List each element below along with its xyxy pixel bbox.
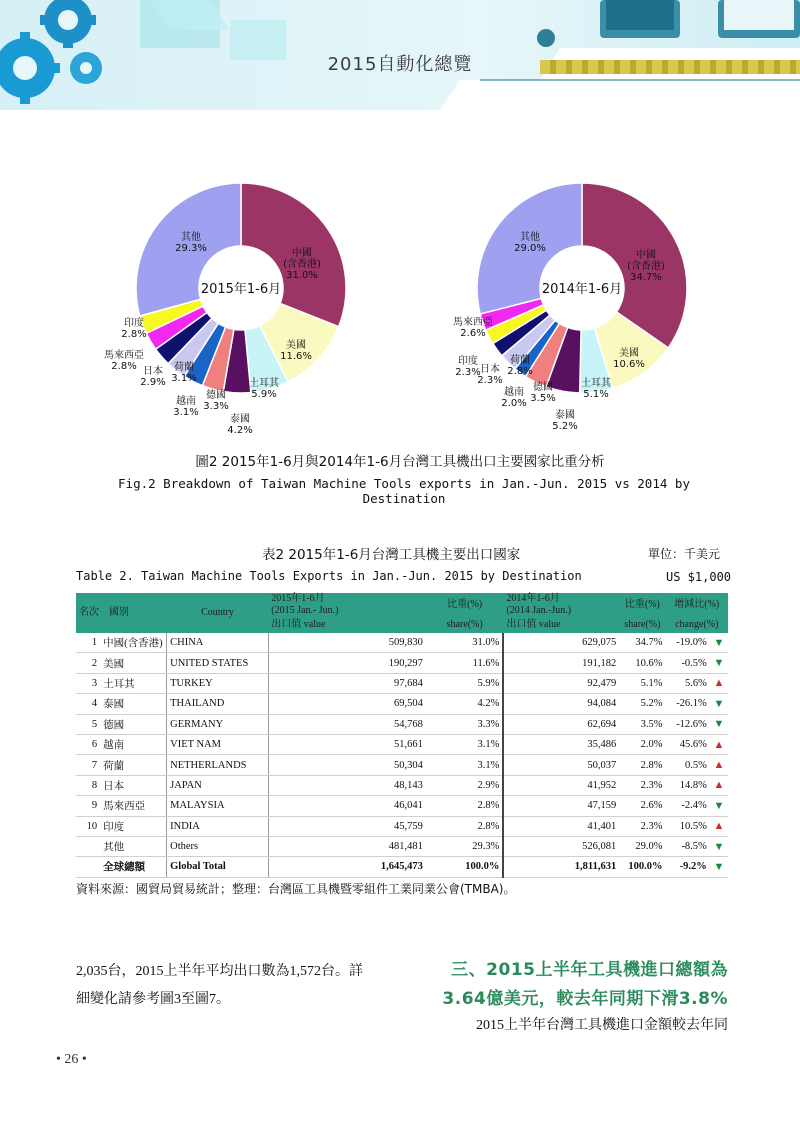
change-cell: 14.8% <box>666 775 710 795</box>
rank-cell <box>76 836 100 856</box>
rank-cell: 3 <box>76 673 100 693</box>
rank-cell: 6 <box>76 734 100 754</box>
value-2014-cell: 1,811,631 <box>503 857 619 877</box>
header-share-2014-zh: 比重(%) <box>619 593 665 617</box>
pie-slice-label: 荷蘭 2.8% <box>507 355 533 377</box>
section-heading-line2: 3.64億美元，較去年同期下滑3.8% <box>442 989 728 1009</box>
page-header-title: 2015自動化總覽 <box>327 54 473 75</box>
triangle-down-icon: ▼ <box>710 836 728 856</box>
rank-cell: 9 <box>76 796 100 816</box>
header-share-2015-en: share(%) <box>426 617 504 633</box>
pie-slice-label: 美國 11.6% <box>280 340 312 362</box>
header-change-en: change(%) <box>666 617 728 633</box>
rank-cell: 8 <box>76 775 100 795</box>
country-en-cell: THAILAND <box>167 694 269 714</box>
share-2014-cell: 5.2% <box>619 694 665 714</box>
country-zh-cell: 美國 <box>100 653 166 673</box>
country-en-cell: GERMANY <box>167 714 269 734</box>
header-2015-period <box>268 593 426 617</box>
section-body-text: 2015上半年台灣工具機進口金額較去年同 <box>476 1018 728 1033</box>
triangle-down-icon: ▼ <box>710 796 728 816</box>
share-2014-cell: 5.1% <box>619 673 665 693</box>
body-text-left <box>76 958 396 1014</box>
value-2015-cell: 97,684 <box>268 673 426 693</box>
change-cell: 5.6% <box>666 673 710 693</box>
value-2015-cell: 45,759 <box>268 816 426 836</box>
country-en-cell: NETHERLANDS <box>167 755 269 775</box>
pie-charts <box>0 180 800 450</box>
value-2015-cell: 54,768 <box>268 714 426 734</box>
share-2014-cell: 34.7% <box>619 633 665 653</box>
table-row <box>76 836 728 856</box>
header-2015-line1: 2015年1-6月 <box>271 593 325 604</box>
pie-slice-label: 泰國 5.2% <box>552 410 578 432</box>
value-2014-cell: 41,401 <box>503 816 619 836</box>
section-heading <box>442 956 728 1014</box>
rank-cell: 2 <box>76 653 100 673</box>
header-share-2014-en: share(%) <box>619 617 665 633</box>
triangle-up-icon: ▲ <box>710 755 728 775</box>
header-change-zh: 增減比(%) <box>666 593 728 617</box>
table-row <box>76 714 728 734</box>
table-unit-en: US $1,000 <box>666 570 732 584</box>
country-zh-cell: 其他 <box>100 836 166 856</box>
change-cell: 0.5% <box>666 755 710 775</box>
share-2014-cell: 2.3% <box>619 816 665 836</box>
country-zh-cell: 荷蘭 <box>100 755 166 775</box>
country-zh-cell: 土耳其 <box>100 673 166 693</box>
value-2014-cell: 526,081 <box>503 836 619 856</box>
table-row <box>76 796 728 816</box>
value-2014-cell: 629,075 <box>503 633 619 653</box>
value-2014-cell: 92,479 <box>503 673 619 693</box>
body-left-line2: 細變化請參考圖3至圖7。 <box>76 992 230 1007</box>
value-2015-cell: 46,041 <box>268 796 426 816</box>
pie-center-label: 2015年1-6月 <box>200 282 282 297</box>
country-en-cell: UNITED STATES <box>167 653 269 673</box>
share-2014-cell: 2.0% <box>619 734 665 754</box>
country-zh-cell: 中國(含香港) <box>100 633 166 653</box>
pie-center-label: 2014年1-6月 <box>541 282 623 297</box>
pie-slice-label: 美國 10.6% <box>613 348 645 370</box>
header-2014-period <box>503 593 619 617</box>
value-2015-cell: 50,304 <box>268 755 426 775</box>
header-share-2015-zh: 比重(%) <box>426 593 504 617</box>
pie-slice-label: 越南 3.1% <box>173 396 199 418</box>
pie-slice-label: 馬來西亞 2.8% <box>104 350 144 372</box>
value-2014-cell: 47,159 <box>503 796 619 816</box>
table-row <box>76 816 728 836</box>
pie-slice-label: 荷蘭 3.1% <box>171 362 197 384</box>
pie-slice-label: 德國 3.5% <box>530 382 556 404</box>
share-2015-cell: 2.9% <box>426 775 504 795</box>
country-zh-cell: 泰國 <box>100 694 166 714</box>
share-2015-cell: 2.8% <box>426 796 504 816</box>
change-cell: -0.5% <box>666 653 710 673</box>
pie-slice-label: 其他 29.0% <box>514 232 546 254</box>
change-cell: -8.5% <box>666 836 710 856</box>
country-zh-cell: 德國 <box>100 714 166 734</box>
share-2015-cell: 3.1% <box>426 734 504 754</box>
share-2014-cell: 2.6% <box>619 796 665 816</box>
change-cell: -26.1% <box>666 694 710 714</box>
value-2014-cell: 62,694 <box>503 714 619 734</box>
country-en-cell: JAPAN <box>167 775 269 795</box>
share-2015-cell: 100.0% <box>426 857 504 877</box>
value-2015-cell: 69,504 <box>268 694 426 714</box>
pie-slice-label: 德國 3.3% <box>203 390 229 412</box>
triangle-up-icon: ▲ <box>710 775 728 795</box>
header-2014-value: 出口值 value <box>503 617 619 633</box>
share-2015-cell: 5.9% <box>426 673 504 693</box>
pie-slice-label: 中國(含香港) 31.0% <box>283 248 321 281</box>
rank-cell <box>76 857 100 877</box>
country-en-cell: MALAYSIA <box>167 796 269 816</box>
pie-slice-label: 泰國 4.2% <box>227 414 253 436</box>
header-rank: 名次 <box>79 607 99 618</box>
pie-slice-label: 印度 2.8% <box>121 318 147 340</box>
share-2015-cell: 31.0% <box>426 633 504 653</box>
page-header <box>0 0 800 110</box>
value-2015-cell: 190,297 <box>268 653 426 673</box>
change-cell: -2.4% <box>666 796 710 816</box>
page-number: • 26 • <box>56 1052 87 1067</box>
country-en-cell: TURKEY <box>167 673 269 693</box>
pie-slice-label: 中國(含香港) 34.7% <box>627 250 665 283</box>
body-left-line1: 2,035台，2015上半年平均出口數為1,572台。詳 <box>76 964 363 979</box>
share-2014-cell: 29.0% <box>619 836 665 856</box>
country-en-cell: CHINA <box>167 633 269 653</box>
change-cell: -9.2% <box>666 857 710 877</box>
value-2015-cell: 1,645,473 <box>268 857 426 877</box>
pie-slice-label: 其他 29.3% <box>175 232 207 254</box>
share-2014-cell: 3.5% <box>619 714 665 734</box>
value-2014-cell: 191,182 <box>503 653 619 673</box>
pie-slice-label: 印度 2.3% <box>455 356 481 378</box>
table-title-zh: 表2 2015年1-6月台灣工具機主要出口國家 <box>262 547 521 563</box>
country-zh-cell: 馬來西亞 <box>100 796 166 816</box>
header-2015-value: 出口值 value <box>268 617 426 633</box>
country-en-cell: Others <box>167 836 269 856</box>
header-2015-line2: (2015 Jan.- Jun.) <box>271 605 339 616</box>
share-2015-cell: 2.8% <box>426 816 504 836</box>
table-row <box>76 653 728 673</box>
value-2014-cell: 50,037 <box>503 755 619 775</box>
triangle-down-icon: ▼ <box>710 857 728 877</box>
share-2015-cell: 11.6% <box>426 653 504 673</box>
change-cell: -12.6% <box>666 714 710 734</box>
triangle-up-icon: ▲ <box>710 734 728 754</box>
share-2014-cell: 100.0% <box>619 857 665 877</box>
value-2014-cell: 41,952 <box>503 775 619 795</box>
value-2015-cell: 509,830 <box>268 633 426 653</box>
rank-cell: 1 <box>76 633 100 653</box>
country-zh-cell: 印度 <box>100 816 166 836</box>
table-title-en: Table 2. Taiwan Machine Tools Exports in Jan.-Jun. 2015 by Destination <box>76 569 582 583</box>
header-country-en: Country <box>167 593 269 633</box>
country-zh-cell: 日本 <box>100 775 166 795</box>
triangle-down-icon: ▼ <box>710 653 728 673</box>
table-header-rank-country <box>76 593 167 633</box>
share-2015-cell: 29.3% <box>426 836 504 856</box>
table-row <box>76 755 728 775</box>
share-2015-cell: 3.1% <box>426 755 504 775</box>
pie-slice-label: 馬來西亞 2.6% <box>453 317 493 339</box>
rank-cell: 7 <box>76 755 100 775</box>
table-row <box>76 694 728 714</box>
triangle-up-icon: ▲ <box>710 816 728 836</box>
share-2014-cell: 2.8% <box>619 755 665 775</box>
value-2014-cell: 94,084 <box>503 694 619 714</box>
table-total-row <box>76 857 728 877</box>
data-source-note: 資料來源：國貿局貿易統計；整理：台灣區工具機暨零組件工業同業公會(TMBA)。 <box>76 882 516 896</box>
share-2014-cell: 2.3% <box>619 775 665 795</box>
section-heading-line1: 三、2015上半年工具機進口總額為 <box>451 960 728 980</box>
table-row <box>76 673 728 693</box>
pie-slice-label: 日本 2.3% <box>477 364 503 386</box>
share-2014-cell: 10.6% <box>619 653 665 673</box>
value-2015-cell: 51,661 <box>268 734 426 754</box>
country-en-cell: Global Total <box>167 857 269 877</box>
country-zh-cell: 越南 <box>100 734 166 754</box>
pie-slice-label: 越南 2.0% <box>501 387 527 409</box>
country-en-cell: VIET NAM <box>167 734 269 754</box>
value-2014-cell: 35,486 <box>503 734 619 754</box>
change-cell: 10.5% <box>666 816 710 836</box>
pie-chart-0 <box>104 183 346 436</box>
triangle-down-icon: ▼ <box>710 714 728 734</box>
pie-slice-label: 日本 2.9% <box>140 366 166 388</box>
pie-slice-label: 土耳其 5.9% <box>249 378 279 400</box>
figure-caption-en: Fig.2 Breakdown of Taiwan Machine Tools exports in Jan.-Jun. 2015 vs 2014 by Destination <box>118 476 690 506</box>
triangle-down-icon: ▼ <box>710 633 728 653</box>
pie-slice-label: 土耳其 5.1% <box>581 378 611 400</box>
pie-chart-1 <box>453 183 687 432</box>
table-row <box>76 734 728 754</box>
change-cell: -19.0% <box>666 633 710 653</box>
country-en-cell: INDIA <box>167 816 269 836</box>
header-2014-line1: 2014年1-6月 <box>506 593 560 604</box>
value-2015-cell: 48,143 <box>268 775 426 795</box>
country-zh-cell: 全球總額 <box>100 857 166 877</box>
header-2014-line2: (2014 Jan.-Jun.) <box>506 605 572 616</box>
table-unit-zh: 單位：千美元 <box>648 547 721 561</box>
rank-cell: 5 <box>76 714 100 734</box>
triangle-up-icon: ▲ <box>710 673 728 693</box>
figure-caption-zh: 圖2 2015年1-6月與2014年1-6月台灣工具機出口主要國家比重分析 <box>195 454 605 470</box>
rank-cell: 10 <box>76 816 100 836</box>
share-2015-cell: 4.2% <box>426 694 504 714</box>
share-2015-cell: 3.3% <box>426 714 504 734</box>
rank-cell: 4 <box>76 694 100 714</box>
header-country-zh: 國別 <box>109 607 129 618</box>
value-2015-cell: 481,481 <box>268 836 426 856</box>
table-row <box>76 775 728 795</box>
exports-table <box>76 593 728 878</box>
table-row <box>76 633 728 653</box>
change-cell: 45.6% <box>666 734 710 754</box>
triangle-down-icon: ▼ <box>710 694 728 714</box>
